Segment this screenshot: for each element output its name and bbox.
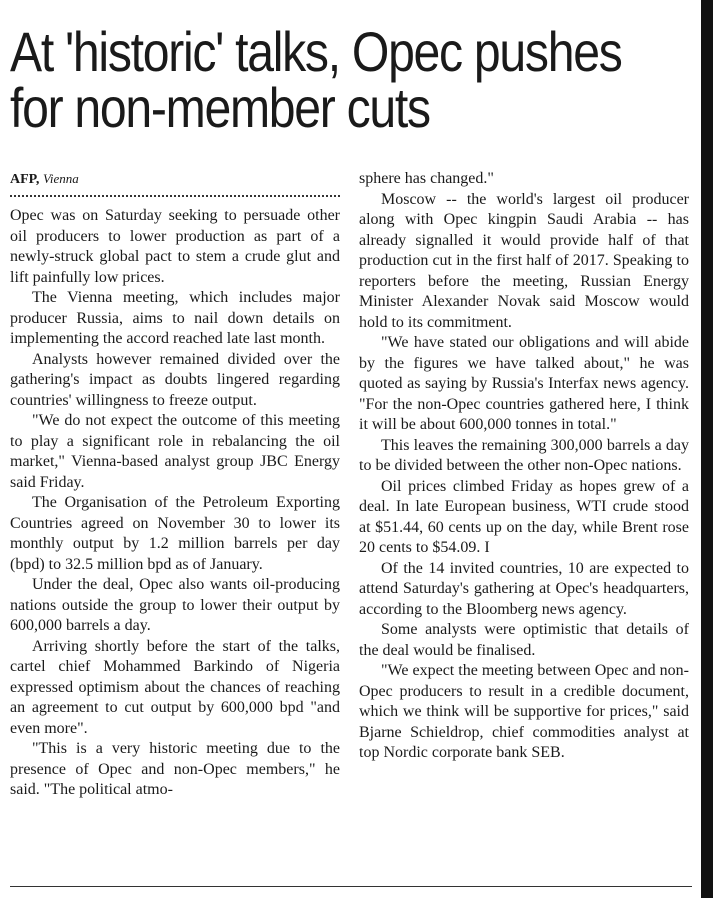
paragraph: Moscow -- the world's largest oil producer along with Opec kingpin Saudi Arabia -- has already signalled it would provide half of that production cut in the first half of 2017. Speaking to reporters before the meeting, Russian Energy Minister Alexander Novak said Moscow would hold to its commitment.	[359, 190, 689, 331]
paragraph-continuation: sphere has changed."	[359, 170, 494, 187]
paragraph: Of the 14 invited countries, 10 are expected to attend Saturday's gathering at Opec's headquarters, according to the Bloomberg news agency.	[359, 559, 689, 618]
paragraph: Analysts however remained divided over the gathering's impact as doubts lingered regarding countries' willingness to freeze output.	[10, 350, 340, 409]
article-column-right	[359, 169, 689, 764]
headline-line-1: At 'historic' talks, Opec pushes	[10, 20, 622, 83]
paragraph: This leaves the remaining 300,000 barrels a day to be divided between the other non-Opec nations.	[359, 436, 689, 474]
headline	[10, 20, 622, 139]
article-column-left	[10, 169, 340, 801]
paragraph: Opec was on Saturday seeking to persuade other oil producers to lower production as part of a newly-struck global pact to stem a crude glut and lift painfully low prices.	[10, 207, 340, 286]
page-edge-bar	[701, 0, 713, 898]
paragraph: The Vienna meeting, which includes major producer Russia, aims to nail down details on implementing the accord reached late last month.	[10, 289, 340, 347]
byline-agency: AFP,	[10, 172, 40, 187]
paragraph: Arriving shortly before the start of the talks, cartel chief Mohammed Barkindo of Nigeria expressed optimism about the chances of reaching an agreement to cut output by 600,000 bpd "and even more".	[10, 637, 340, 737]
paragraph: "We expect the meeting between Opec and non-Opec producers to result in a credible document, which we think will be supportive for prices," said Bjarne Schieldrop, chief commodities analyst at top Nordic corporate bank SEB.	[359, 662, 689, 761]
paragraph: The Organisation of the Petroleum Exporting Countries agreed on November 30 to lower its monthly output by 1.2 million barrels per day (bpd) to 32.5 million bpd as of January.	[10, 494, 340, 573]
paragraph: Some analysts were optimistic that details of the deal would be finalised.	[359, 621, 689, 659]
paragraph: "This is a very historic meeting due to the presence of Opec and non-Opec members," he said. "The political atmo-	[10, 740, 340, 798]
byline	[10, 169, 340, 189]
byline-city: Vienna	[42, 171, 79, 186]
bottom-rule	[10, 886, 692, 887]
paragraph: Under the deal, Opec also wants oil-producing nations outside the group to lower their output by 600,000 barrels a day.	[10, 576, 340, 634]
paragraph: "We do not expect the outcome of this meeting to play a significant role in rebalancing the oil market," Vienna-based analyst group JBC Energy said Friday.	[10, 412, 340, 491]
dotted-divider	[10, 195, 340, 197]
headline-line-2: for non-member cuts	[10, 76, 430, 139]
paragraph: "We have stated our obligations and will abide by the figures we have talked about," he was quoted as saying by Russia's Interfax news agency. "For the non-Opec countries gathered here, I think it will be about 600,000 tonnes in total."	[359, 334, 689, 433]
paragraph: Oil prices climbed Friday as hopes grew of a deal. In late European business, WTI crude stood at $51.44, 60 cents up on the day, while Brent rose 20 cents to $54.09. I	[359, 477, 689, 556]
